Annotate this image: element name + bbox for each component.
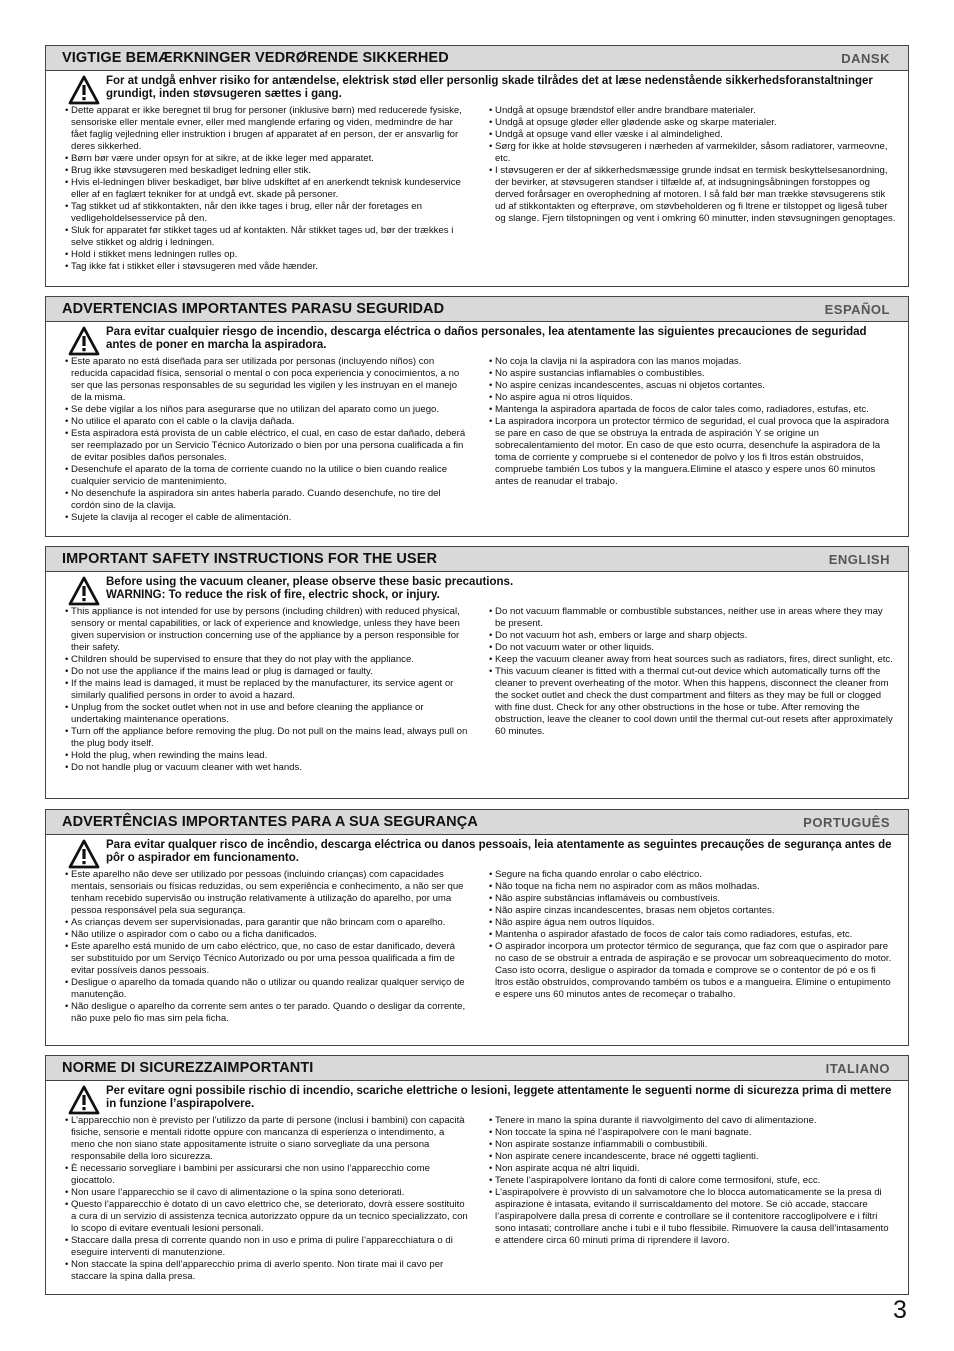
safety-section-espanol <box>45 296 909 537</box>
instruction-item: • Non aspirate acqua né altri liquidi. <box>488 1163 896 1175</box>
instruction-item: • Non toccate la spina né l’aspirapolvere con le mani bagnate. <box>488 1127 896 1139</box>
instructions-right-column <box>488 1115 896 1247</box>
warning-block <box>46 572 908 606</box>
section-title: VIGTIGE BEMÆRKNINGER VEDRØRENDE SIKKERHED <box>62 50 449 66</box>
instruction-item: • Non aspirate cenere incandescente, brace né oggetti taglienti. <box>488 1151 896 1163</box>
instruction-item: • Hold i stikket mens ledningen rulles op. <box>64 249 468 261</box>
instruction-item: • Sluk for apparatet før stikket tages ud af kontakten. Når stikket tages ud, bør der trækkes i selve stikket og aldrig i ledningen. <box>64 225 468 249</box>
instruction-item: • Desenchufe el aparato de la toma de corriente cuando no la utilice o bien cuando realice cualquier servicio de mantenimiento. <box>64 464 468 488</box>
instruction-item: • Tenere in mano la spina durante il riavvolgimento del cavo di alimentazione. <box>488 1115 896 1127</box>
instruction-item: • Do not vacuum hot ash, embers or large and sharp objects. <box>488 630 896 642</box>
instructions-right-column <box>488 105 896 225</box>
instruction-item: • Este aparato no está diseñada para ser utilizada por personas (incluyendo niños) con reducida capacidad física, sensorial o mental o con poca experiencia y conocimientos, a no ser que las personas responsables de su seguridad les vigilen y les instruyan en el manejo de la misma. <box>64 356 468 404</box>
warning-block <box>46 835 908 869</box>
instruction-item: • Desligue o aparelho da tomada quando não o utilizar ou quando realizar qualquer serviço de manutenção. <box>64 977 468 1001</box>
safety-section-italiano <box>45 1055 909 1295</box>
instruction-item: • Unplug from the socket outlet when not in use and before cleaning the appliance or undertaking maintenance operations. <box>64 702 468 726</box>
instruction-item: • Sujete la clavija al recoger el cable de alimentación. <box>64 512 468 524</box>
instruction-item: • Brug ikke støvsugeren med beskadiget ledning eller stik. <box>64 165 468 177</box>
warning-triangle-icon <box>68 326 100 356</box>
instruction-item: • Esta aspiradora está provista de un cable eléctrico, el cual, en caso de estar dañado, deberá ser reemplazado por un Servicio Técnico Autorizado o bien por una persona cualificada a fin de evitar posibles daños personales. <box>64 428 468 464</box>
instruction-item: • Keep the vacuum cleaner away from heat sources such as radiators, fires, direct sunlight, etc. <box>488 654 896 666</box>
warning-text: For at undgå enhver risiko for antændelse, elektrisk stød eller personlig skade tilrådes det at læse nedenstående sikkerhedsforanstaltninger grundigt, inden støvsugeren sættes i gang. <box>106 75 873 100</box>
page-number: 3 <box>893 1296 907 1324</box>
instruction-item: • This vacuum cleaner is fitted with a thermal cut-out device which automatically turns off the cleaner to prevent overheating of the motor. When this happens, disconnect the cleaner from the socket outlet and check the dust compartment and filters as they may be full or clogged with fine dust. Check for any other obstructions in the hose or tube. After removing the obstruction, leave the cleaner to cool down until the thermal cut-out resets after approximately 60 minutes. <box>488 666 896 738</box>
warning-triangle-icon <box>68 576 100 606</box>
instruction-item: • Segure na ficha quando enrolar o cabo eléctrico. <box>488 869 896 881</box>
instruction-item: • No coja la clavija ni la aspiradora con las manos mojadas. <box>488 356 896 368</box>
instruction-item: • Este aparelho não deve ser utilizado por pessoas (incluindo crianças) com capacidades mentais, sensoriais ou físicas reduzidas, ou sem experiência e conhecimento, a não ser que tenham recebido supervisão ou instrução relativamente à utilização do aparelho, por uma pessoa responsável pela sua segurança. <box>64 869 468 917</box>
instructions-left-column <box>64 105 468 273</box>
warning-triangle-icon <box>68 75 100 105</box>
instruction-item: • Turn off the appliance before removing the plug. Do not pull on the mains lead, always pull on the plug body itself. <box>64 726 468 750</box>
instruction-item: • La aspiradora incorpora un protector térmico de seguridad, el cual provoca que la aspiradora se pare en caso de que se obstruya la entrada de aspiración Y se origine un sobrecalentamiento del motor. En caso de que esto ocurra, desenchufe la aspiradora de la toma de corriente y compruebe si el contenedor de polvo y los fi ltros están obstruidos, compruebe también Los tubos y la manguera.Elimine el atasco y espere unos 60 minutos antes de reanudar el trabajo. <box>488 416 896 488</box>
instruction-item: • Do not vacuum water or other liquids. <box>488 642 896 654</box>
instruction-item: • No aspire cenizas incandescentes, ascuas ni objetos cortantes. <box>488 380 896 392</box>
safety-section-portugues <box>45 809 909 1046</box>
warning-block <box>46 71 908 105</box>
instruction-item: • È necessario sorvegliare i bambini per assicurarsi che non usino l’apparecchio come giocattolo. <box>64 1163 468 1187</box>
instructions-right-column <box>488 606 896 738</box>
instruction-item: • Hvis el-ledningen bliver beskadiget, bør blive udskiftet af en anerkendt teknisk kundeservice eller af en faglært tekniker for at undgå evt. skade på personer. <box>64 177 468 201</box>
instruction-item: • Children should be supervised to ensure that they do not play with the appliance. <box>64 654 468 666</box>
instruction-item: • Não aspire água nem outros líquidos. <box>488 917 896 929</box>
warning-block <box>46 322 908 356</box>
instruction-item: • Non usare l’apparecchio se il cavo di alimentazione o la spina sono deteriorati. <box>64 1187 468 1199</box>
instruction-item: • Não utilize o aspirador com o cabo ou a ficha danificados. <box>64 929 468 941</box>
section-language-label: ITALIANO <box>825 1061 890 1076</box>
warning-text: Per evitare ogni possibile rischio di incendio, scariche elettriche o lesioni, leggete attentamente le seguenti norme di sicurezza prima di mettere in funzione l’aspirapolvere. <box>106 1085 892 1110</box>
section-language-label: ENGLISH <box>828 552 890 567</box>
instruction-item: • Dette apparat er ikke beregnet til brug for personer (inklusive børn) med reducerede fysiske, sensoriske eller mentale evner, eller med manglende erfaring og viden, medmindre de har fået faglig vejledning eller instruktion i brugen af apparatet af en person, der er ansvarlig for deres sikkerhed. <box>64 105 468 153</box>
instruction-item: • Não desligue o aparelho da corrente sem antes o ter parado. Quando o desligar da corrente, não puxe pelo fio mas sim pela ficha. <box>64 1001 468 1025</box>
section-title: NORME DI SICUREZZAIMPORTANTI <box>62 1060 314 1076</box>
instruction-item: • Este aparelho está munido de um cabo eléctrico, que, no caso de estar danificado, deverá ser substituído por um Serviço Técnico Autorizado ou por uma pessoa qualificada a fim de evitar possíveis danos pessoais. <box>64 941 468 977</box>
instruction-item: • L’aspirapolvere è provvisto di un salvamotore che lo blocca automaticamente se la presa di aspirazione è intasata, evitando il surriscaldamento del motore. Se ciò accade, staccare l’aspirapolvere dalla presa di corrente e controllare se il contenitore raccoglipolvere e i filtri sono intasati; controllare anche i tubi e il tubo flessibile. Rimuovere la causa dell’intasamento e attendere circa 60 minuti prima di riprendere il lavoro. <box>488 1187 896 1247</box>
instruction-item: • Staccare dalla presa di corrente quando non in uso e prima di pulire l’apparecchiatura o di eseguire interventi di manutenzione. <box>64 1235 468 1259</box>
instruction-item: • Non staccate la spina dell’apparecchio prima di averlo spento. Non tirate mai il cavo per staccare la spina dalla presa. <box>64 1259 468 1283</box>
section-title: ADVERTENCIAS IMPORTANTES PARASU SEGURIDAD <box>62 301 445 317</box>
section-header <box>46 810 908 835</box>
instruction-item: • Não toque na ficha nem no aspirador com as mãos molhadas. <box>488 881 896 893</box>
instruction-item: • Do not vacuum flammable or combustible substances, neither use in areas where they may be present. <box>488 606 896 630</box>
instructions-left-column <box>64 356 468 524</box>
instruction-item: • Tag ikke fat i stikket eller i støvsugeren med våde hænder. <box>64 261 468 273</box>
warning-triangle-icon <box>68 1085 100 1115</box>
instruction-item: • O aspirador incorpora um protector térmico de segurança, que faz com que o aspirador pare no caso de se obstruir a entrada de aspiração e se provocar um sobreaquecimento do motor. Caso isto ocorra, desligue o aspirador da tomada e comprove se o contentor de pó e os fi ltros estão obstruídos, comprovando também os tubos e a mangueira. Elimine o entupimento e espere uns 60 minutos antes de recomeçar o trabalho. <box>488 941 896 1001</box>
instruction-item: • As crianças devem ser supervisionadas, para garantir que não brincam com o aparelho. <box>64 917 468 929</box>
section-language-label: ESPAÑOL <box>824 302 890 317</box>
section-language-label: PORTUGUÊS <box>803 815 890 830</box>
instruction-item: • If the mains lead is damaged, it must be replaced by the manufacturer, its service agent or similarly qualified persons in order to avoid a hazard. <box>64 678 468 702</box>
instruction-item: • No utilice el aparato con el cable o la clavija dañada. <box>64 416 468 428</box>
section-title: IMPORTANT SAFETY INSTRUCTIONS FOR THE USER <box>62 551 438 567</box>
instruction-item: • Undgå at opsuge brændstof eller andre brandbare materialer. <box>488 105 896 117</box>
safety-section-dansk <box>45 45 909 287</box>
warning-text: Para evitar cualquier riesgo de incendio, descarga eléctrica o daños personales, lea atentamente las siguientes precauciones de seguridad antes de poner en marcha la aspiradora. <box>106 326 867 351</box>
instruction-item: • No desenchufe la aspiradora sin antes haberla parado. Cuando desenchufe, no tire del cordón sino de la clavija. <box>64 488 468 512</box>
section-title: ADVERTÊNCIAS IMPORTANTES PARA A SUA SEGURANÇA <box>62 814 478 830</box>
instruction-item: • Não aspire substâncias inflamáveis ou combustíveis. <box>488 893 896 905</box>
instruction-item: • No aspire agua ni otros líquidos. <box>488 392 896 404</box>
instruction-item: • I støvsugeren er der af sikkerhedsmæssige grunde indsat en termisk beskyttelsesanordning, der bevirker, at støvsugeren standser i tilfælde af, at indsugningsåbningen forstoppes og derved forårsager en overophedning af motoren. I så fald bør man trække støvsugerens stik ud af stikkontakten og efterprøve, om støvbeholderen og fi ltrene er tilstoppet og ligeså tuber og slange. Fjern tilstopningen og vent i omkring 60 minutter, inden støvsugningen genoptages. <box>488 165 896 225</box>
instruction-item: • Hold the plug, when rewinding the mains lead. <box>64 750 468 762</box>
instructions-left-column <box>64 1115 468 1283</box>
instructions-left-column <box>64 606 468 774</box>
instruction-item: • Se debe vigilar a los niños para asegurarse que no utilizan del aparato como un juego. <box>64 404 468 416</box>
instruction-item: • L’apparecchio non è previsto per l’utilizzo da parte di persone (inclusi i bambini) con capacità fisiche, sensorie e mentali ridotte oppure con mancanza di esperienza o intendimento, a meno che non siano state appositamente istruite o siano sorvegliate da una persona responsabile della loro sicurezza. <box>64 1115 468 1163</box>
section-header <box>46 46 908 71</box>
instruction-item: • Sørg for ikke at holde støvsugeren i nærheden af varmekilder, såsom radiatorer, varmeovne, etc. <box>488 141 896 165</box>
instruction-item: • This appliance is not intended for use by persons (including children) with reduced physical, sensory or mental capabilities, or lack of experience and knowledge, unless they have been given supervision or instruction concerning use of the appliance by a person responsible for their safety. <box>64 606 468 654</box>
instruction-item: • Do not handle plug or vacuum cleaner with wet hands. <box>64 762 468 774</box>
instruction-item: • Undgå at opsuge vand eller væske i al almindelighed. <box>488 129 896 141</box>
instruction-item: • Questo l’apparecchio è dotato di un cavo elettrico che, se deteriorato, dovrà essere sostituito a cura di un servizio di assistenza tecnica autorizzato oppure da un tecnico specializzato, con lo scopo di evitare eventuali lesioni personali. <box>64 1199 468 1235</box>
instruction-item: • Mantenha o aspirador afastado de focos de calor tais como radiadores, estufas, etc. <box>488 929 896 941</box>
instruction-item: • Tag stikket ud af stikkontakten, når den ikke tages i brug, eller når der foretages en vedligeholdelsesservice på den. <box>64 201 468 225</box>
instructions-right-column <box>488 869 896 1001</box>
instructions-left-column <box>64 869 468 1025</box>
warning-triangle-icon <box>68 839 100 869</box>
section-header <box>46 547 908 572</box>
instructions-right-column <box>488 356 896 488</box>
instruction-item: • Não aspire cinzas incandescentes, brasas nem objetos cortantes. <box>488 905 896 917</box>
instruction-item: • Børn bør være under opsyn for at sikre, at de ikke leger med apparatet. <box>64 153 468 165</box>
section-header <box>46 1056 908 1081</box>
instruction-item: • Non aspirate sostanze infiammabili o combustibili. <box>488 1139 896 1151</box>
instruction-item: • No aspire sustancias inflamables o combustibles. <box>488 368 896 380</box>
warning-text: Para evitar qualquer risco de incêndio, descarga eléctrica ou danos pessoais, leia atentamente as seguintes precauções de segurança antes de pôr o aspirador em funcionamento. <box>106 839 892 864</box>
instruction-item: • Do not use the appliance if the mains lead or plug is damaged or faulty. <box>64 666 468 678</box>
safety-section-english <box>45 546 909 799</box>
section-language-label: DANSK <box>841 51 890 66</box>
warning-block <box>46 1081 908 1115</box>
instruction-item: • Tenete l’aspirapolvere lontano da fonti di calore come termosifoni, stufe, ecc. <box>488 1175 896 1187</box>
instruction-item: • Undgå at opsuge gløder eller glødende aske og skarpe materialer. <box>488 117 896 129</box>
section-header <box>46 297 908 322</box>
warning-text: Before using the vacuum cleaner, please observe these basic precautions. WARNING: To reduce the risk of fire, electric shock, or injury. <box>106 576 514 601</box>
instruction-item: • Mantenga la aspiradora apartada de focos de calor tales como, radiadores, estufas, etc. <box>488 404 896 416</box>
